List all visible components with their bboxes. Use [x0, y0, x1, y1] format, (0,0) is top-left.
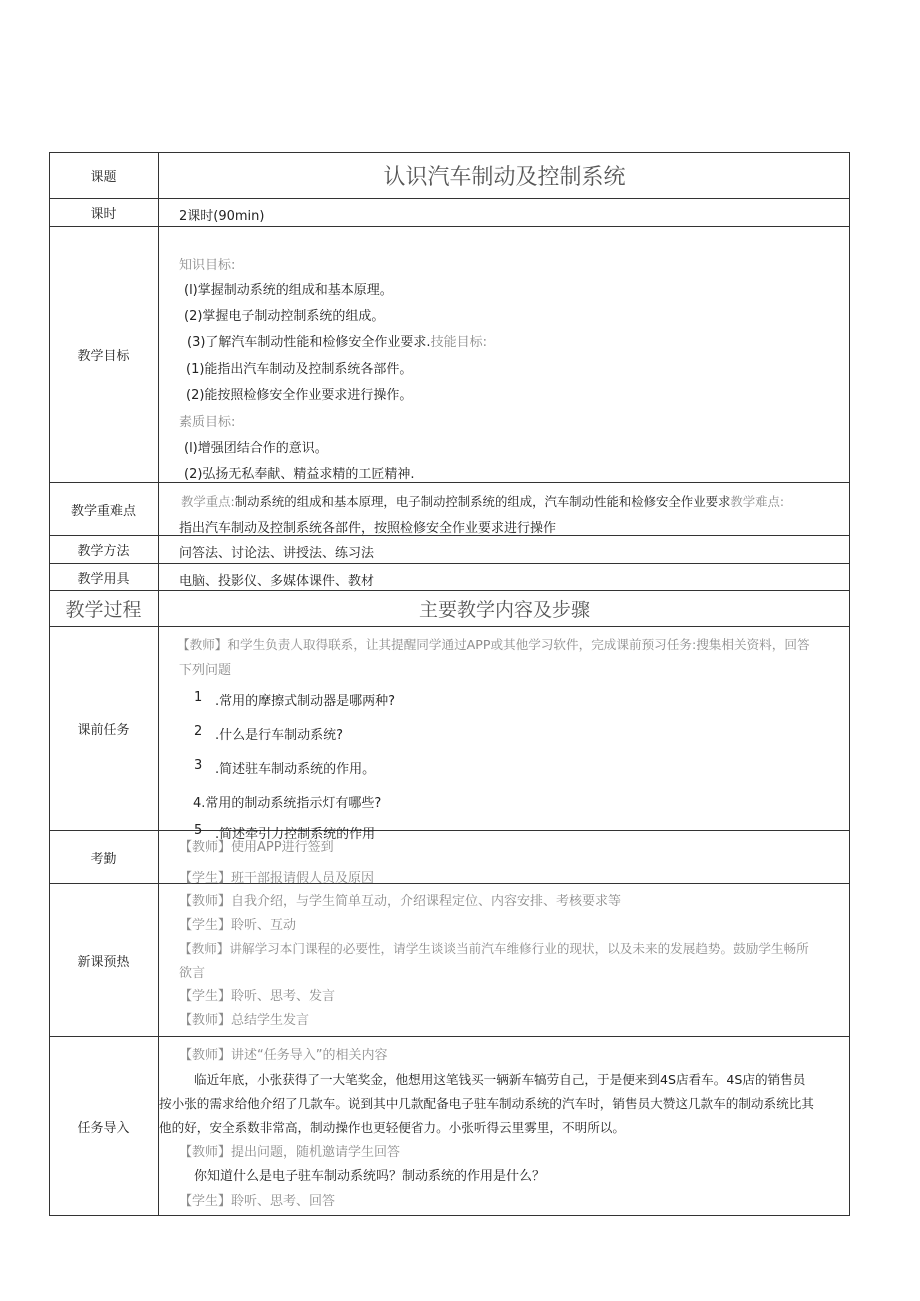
question-number: 5 [194, 823, 203, 838]
skill-item: (1)能指出汽车制动及控制系统各部件。 [186, 362, 413, 377]
student-tag: 【学生】 [179, 1194, 232, 1209]
task-intro-content [159, 1037, 850, 1215]
teacher-tag: 【教师】 [179, 1013, 232, 1028]
warmup-line: 聆听、思考、发言 [231, 989, 336, 1004]
attendance-label: 考勤 [90, 851, 117, 867]
task-intro-label: 任务导入 [77, 1120, 130, 1136]
pre-class-label: 课前任务 [77, 723, 130, 738]
attendance-teacher: 使用APP进行签到 [231, 840, 334, 855]
student-tag: 【学生】 [179, 989, 232, 1004]
topic-label: 课题 [90, 170, 117, 185]
warmup-line: 总结学生发言 [231, 1013, 310, 1028]
quality-heading: 素质目标: [179, 415, 236, 430]
teacher-tag: 【教师】 [177, 637, 228, 652]
difficulty-heading: 教学难点: [730, 494, 785, 509]
skill-item: (2)能按照检修安全作业要求进行操作。 [186, 388, 413, 403]
focus-heading: 教学重点: [181, 494, 235, 509]
hours-value: 2课时(90min) [179, 209, 265, 224]
story-paragraph-line: 按小张的需求给他介绍了几款车。说到其中几款配备电子驻车制动系统的汽车时，销售员大赞这几款车的制动系统比其 [159, 1096, 814, 1111]
teacher-tag: 【教师】 [179, 894, 232, 909]
pre-class-content [159, 627, 850, 842]
knowledge-item: (2)掌握电子制动控制系统的组成。 [184, 309, 385, 324]
process-label: 教学过程 [65, 599, 142, 621]
key-points-content [159, 483, 850, 535]
warmup-line: 聆听、互动 [231, 918, 297, 933]
question-item: 4.常用的制动系统指示灯有哪些? [193, 796, 382, 811]
focus-text: 制动系统的组成和基本原理，电子制动控制系统的组成，汽车制动性能和检修安全作业要求 [234, 494, 731, 509]
story-paragraph-line: 临近年底，小张获得了一大笔奖金，他想用这笔钱买一辆新车犒劳自己，于是便来到4S店看车。4S店的销售员 [194, 1072, 806, 1087]
tools-label: 教学用具 [77, 571, 130, 587]
student-tag: 【学生】 [179, 918, 232, 933]
knowledge-heading: 知识目标: [179, 258, 236, 273]
difficulty-text: 指出汽车制动及控制系统各部件，按照检修安全作业要求进行操作 [179, 521, 557, 536]
lesson-plan-table [49, 152, 850, 1216]
teacher-tag: 【教师】 [179, 1048, 232, 1063]
question-number: 1 [194, 690, 203, 705]
methods-value: 问答法、讨论法、讲授法、练习法 [179, 546, 375, 561]
objectives-content [159, 227, 850, 482]
key-points-label: 教学重难点 [70, 503, 136, 519]
student-tag: 【学生】 [179, 871, 232, 886]
question-number: 2 [194, 724, 203, 739]
teacher-tag: 【教师】 [179, 941, 230, 956]
task-intro-line: 提出问题，随机邀请学生回答 [231, 1145, 401, 1160]
warmup-content [159, 884, 850, 1036]
question-item-clipped: .简述牵引力控制系统的作用 [215, 827, 376, 842]
question-item: .什么是行车制动系统? [215, 728, 344, 743]
pre-class-intro-cont: 下列问题 [179, 663, 232, 678]
teacher-tag: 【教师】 [179, 840, 232, 855]
warmup-line: 讲解学习本门课程的必要性，请学生谈谈当前汽车维修行业的现状，以及未来的发展趋势。鼓励学生畅所 [229, 941, 809, 956]
attendance-student: 班干部报请假人员及原因 [231, 871, 375, 886]
question-item: .常用的摩擦式制动器是哪两种? [215, 694, 396, 709]
question-item: .简述驻车制动系统的作用。 [215, 762, 376, 777]
hours-label: 课时 [90, 207, 117, 222]
methods-label: 教学方法 [77, 544, 130, 559]
warmup-label: 新课预热 [77, 954, 130, 970]
process-header: 主要教学内容及步骤 [418, 599, 590, 621]
task-intro-line: 聆听、思考、回答 [231, 1194, 336, 1209]
task-intro-question: 你知道什么是电子驻车制动系统吗？制动系统的作用是什么？ [194, 1169, 546, 1184]
quality-item: (l)增强团结合作的意识。 [184, 441, 328, 456]
task-intro-line: 讲述“任务导入”的相关内容 [231, 1048, 388, 1063]
question-number: 3 [194, 758, 203, 773]
teacher-tag: 【教师】 [179, 1145, 232, 1160]
warmup-line: 自我介绍，与学生简单互动，介绍课程定位、内容安排、考核要求等 [231, 894, 622, 909]
tools-value: 电脑、投影仪、多媒体课件、教材 [179, 574, 375, 589]
lesson-title: 认识汽车制动及控制系统 [383, 165, 626, 190]
warmup-line: 欲言 [179, 966, 206, 981]
skill-heading: 技能目标: [430, 335, 487, 350]
pre-class-intro: 和学生负责人取得联系，让其提醒同学通过APP或其他学习软件，完成课前预习任务:搜集相关资料，回答 [227, 637, 810, 652]
story-paragraph-line: 他的好，安全系数非常高，制动操作也更轻便省力。小张听得云里雾里，不明所以。 [159, 1120, 625, 1135]
knowledge-item: (l)掌握制动系统的组成和基本原理。 [184, 283, 393, 298]
objectives-label: 教学目标 [77, 349, 130, 364]
attendance-content [159, 831, 850, 886]
quality-item: (2)弘扬无私奉献、精益求精的工匠精神. [184, 467, 415, 482]
knowledge-item: (3)了解汽车制动性能和检修安全作业要求. [187, 335, 431, 350]
